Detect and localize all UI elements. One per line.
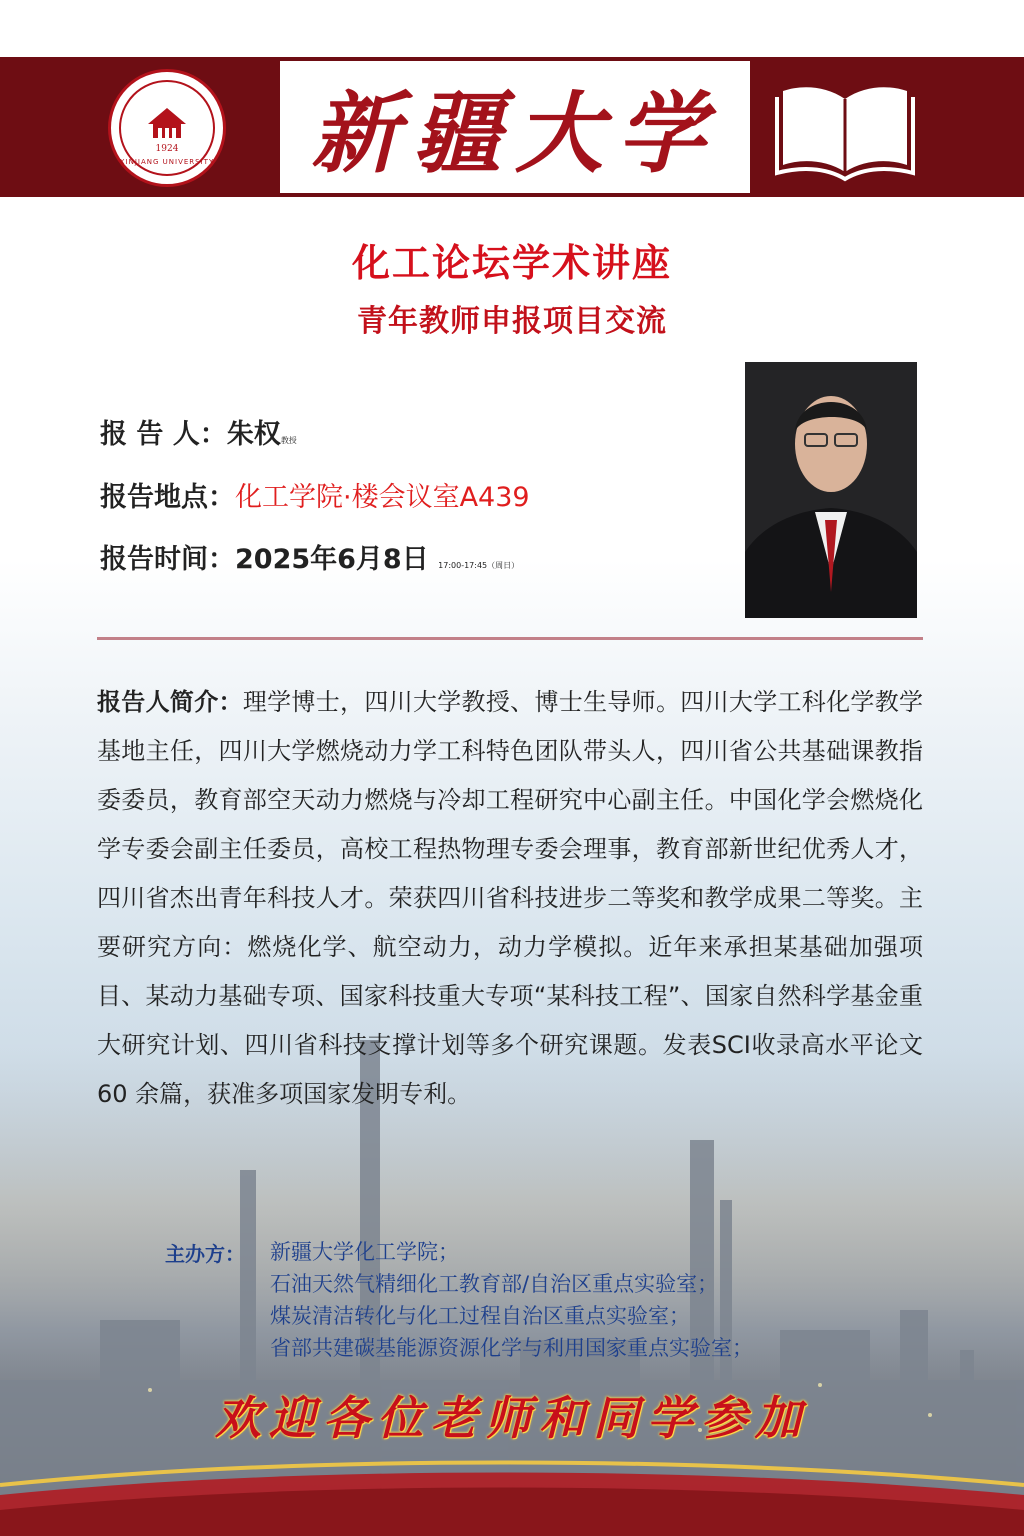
speaker-photo <box>745 362 917 618</box>
event-title: 化工论坛学术讲座 <box>351 241 672 285</box>
event-subtitle: 青年教师申报项目交流 <box>357 304 667 339</box>
time-value: 2025年6月8日 <box>235 544 429 575</box>
time-row <box>100 537 519 576</box>
speaker-title: 教授 <box>280 436 297 445</box>
location-value: 化工学院·楼会议室A439 <box>235 482 530 513</box>
host-item: 省部共建碳基能源资源化学与利用国家重点实验室； <box>270 1336 753 1360</box>
university-seal-icon <box>108 69 226 187</box>
section-divider <box>97 637 923 640</box>
header-banner <box>0 57 1024 197</box>
host-item: 煤炭清洁转化与化工过程自治区重点实验室； <box>270 1304 690 1328</box>
university-name: 新疆大学 <box>280 61 750 193</box>
speaker-portrait-icon <box>745 362 917 618</box>
location-row <box>100 475 530 514</box>
host-item: 石油天然气精细化工教育部/自治区重点实验室； <box>270 1272 719 1296</box>
speaker-label: 报 告 人： <box>100 419 227 450</box>
open-book-icon <box>775 77 915 182</box>
bio-label: 报告人简介： <box>97 688 243 716</box>
host-item: 新疆大学化工学院； <box>270 1240 459 1264</box>
bio-text: 理学博士，四川大学教授、博士生导师。四川大学工科化学教学基地主任，四川大学燃烧动力学工科特色团队带头人，四川省公共基础课教指委委员，教育部空天动力燃烧与冷却工程研究中心副主任。中国化学会燃烧化学专委会副主任委员，高校工程热物理专委会理事，教育部新世纪优秀人才，四川省杰出青年科技人才。荣获四川省科技进步二等奖和教学成果二等奖。主要研究方向：燃烧化学、航空动力，动力学模拟。近年来承担某基础加强项目、某动力基础专项、国家科技重大专项“某科技工程”、国家自然科学基金重大研究计划、四川省科技支撑计划等多个研究课题。发表SCI收录高水平论文60 余篇，获准多项国家发明专利。 <box>97 688 924 1108</box>
hosts-list <box>270 1236 910 1364</box>
speaker-row <box>100 412 297 451</box>
hosts-label: 主办方： <box>165 1242 245 1266</box>
seal-english-name: XINJIANG UNIVERSITY <box>119 158 215 166</box>
seal-year: 1924 <box>155 144 179 154</box>
bottom-decorative-band <box>0 1455 1024 1536</box>
seal-building-icon <box>144 102 190 142</box>
location-label: 报告地点： <box>100 482 235 513</box>
time-detail: 17:00-17:45（周日） <box>438 561 520 570</box>
time-label: 报告时间： <box>100 544 235 575</box>
speaker-name: 朱权 <box>226 419 281 450</box>
welcome-slogan: 欢迎各位老师和同学参加 <box>215 1391 809 1445</box>
speaker-bio <box>97 678 923 1119</box>
